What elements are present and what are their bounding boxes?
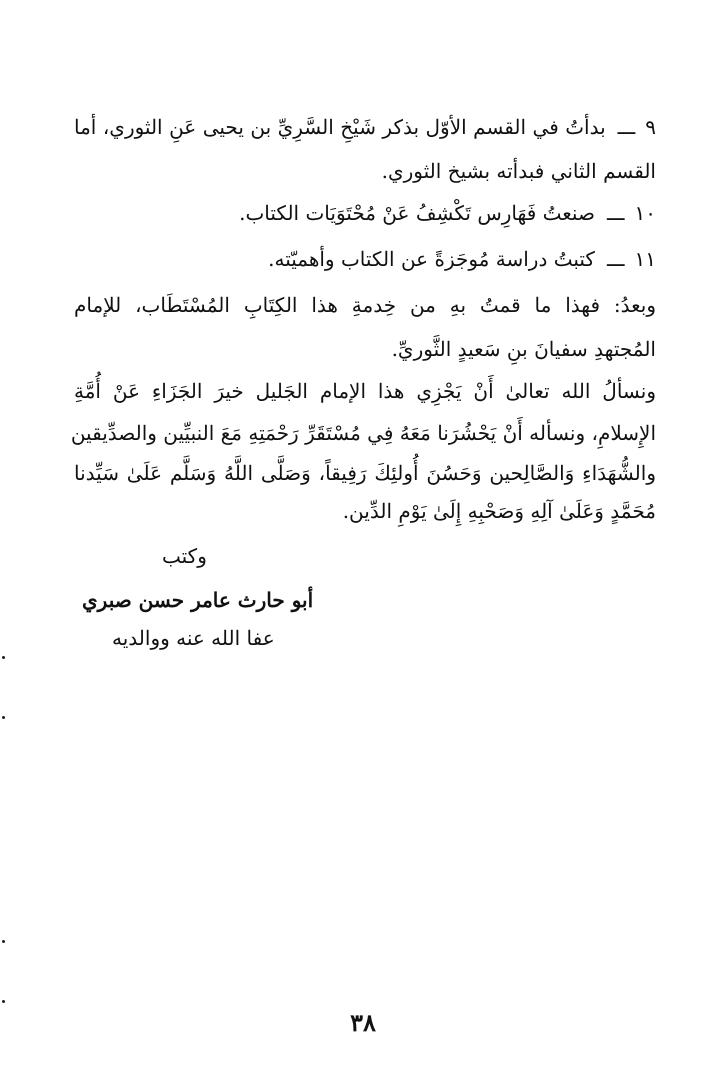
item-text: كتبتُ دراسة مُوجَزةً عن الكتاب وأهميّته. — [268, 247, 595, 271]
item-number: ١٠ — [634, 201, 656, 225]
closing-paragraph-line: وبعدُ: فهذا ما قمتُ بهِ من خِدمةِ هذا الكِتَابِ المُسْتَطَاب، للإمام — [74, 293, 657, 317]
item-text: بدأتُ في القسم الأوّل بذكر شَيْخِ السَّرِيِّ بن يحيى عَنِ الثوري، أما — [74, 115, 606, 139]
prayer-paragraph-line: ونسألُ الله تعالىٰ أَنْ يَجْزِي هذا الإمام الجَليل خيرَ الجَزَاءِ عَنْ أُمَّةِ — [74, 379, 656, 403]
signature-blessing: عفا الله عنه ووالديه — [112, 626, 275, 650]
prayer-paragraph-line: الإِسلامِ، ونسأله أَنْ يَحْشُرَنا مَعَهُ فِي مُسْتَقَرِّ رَحْمَتِهِ مَعَ النبيِّين والصدِّيقين — [70, 421, 656, 445]
list-item: ٩ـــبدأتُ في القسم الأوّل بذكر شَيْخِ السَّرِيِّ بن يحيى عَنِ الثوري، أما — [74, 112, 656, 142]
closing-paragraph-line: المُجتهدِ سفيانَ بنِ سَعيدٍ الثَّوريِّ. — [391, 337, 656, 361]
scan-mark — [2, 940, 5, 943]
list-item: ١١ـــكتبتُ دراسة مُوجَزةً عن الكتاب وأهميّته. — [74, 244, 656, 274]
scan-mark — [2, 716, 5, 719]
scan-mark — [2, 1000, 5, 1003]
prayer-paragraph-line: والشُّهَدَاءِ وَالصَّالِحين وَحَسُنَ أُولئِكَ رَفِيقاً، وَصَلَّى اللَّهُ وَسَلَّم عَلَىٰ سَيِّدنا — [74, 461, 656, 485]
list-item: ١٠ـــصنعتُ فَهَارِس تَكْشِفُ عَنْ مُحْتَوَيَات الكتاب. — [74, 198, 656, 228]
item-text: صنعتُ فَهَارِس تَكْشِفُ عَنْ مُحْتَوَيَات الكتاب. — [239, 201, 595, 225]
signature-name: أبو حارث عامر حسن صبري — [82, 588, 314, 612]
item-text: القسم الثاني فبدأته بشيخ الثوري. — [381, 159, 656, 183]
item-number: ١١ — [634, 247, 656, 271]
prayer-paragraph-line: مُحَمَّدٍ وَعَلَىٰ آلِهِ وَصَحْبِهِ إِلَىٰ يَوْمِ الدِّين. — [342, 499, 656, 523]
page-number: ٣٨ — [350, 1008, 376, 1037]
signature-label: وكتب — [162, 544, 207, 568]
scan-mark — [2, 656, 5, 659]
list-item-continuation — [74, 156, 656, 186]
item-number: ٩ — [645, 115, 656, 139]
